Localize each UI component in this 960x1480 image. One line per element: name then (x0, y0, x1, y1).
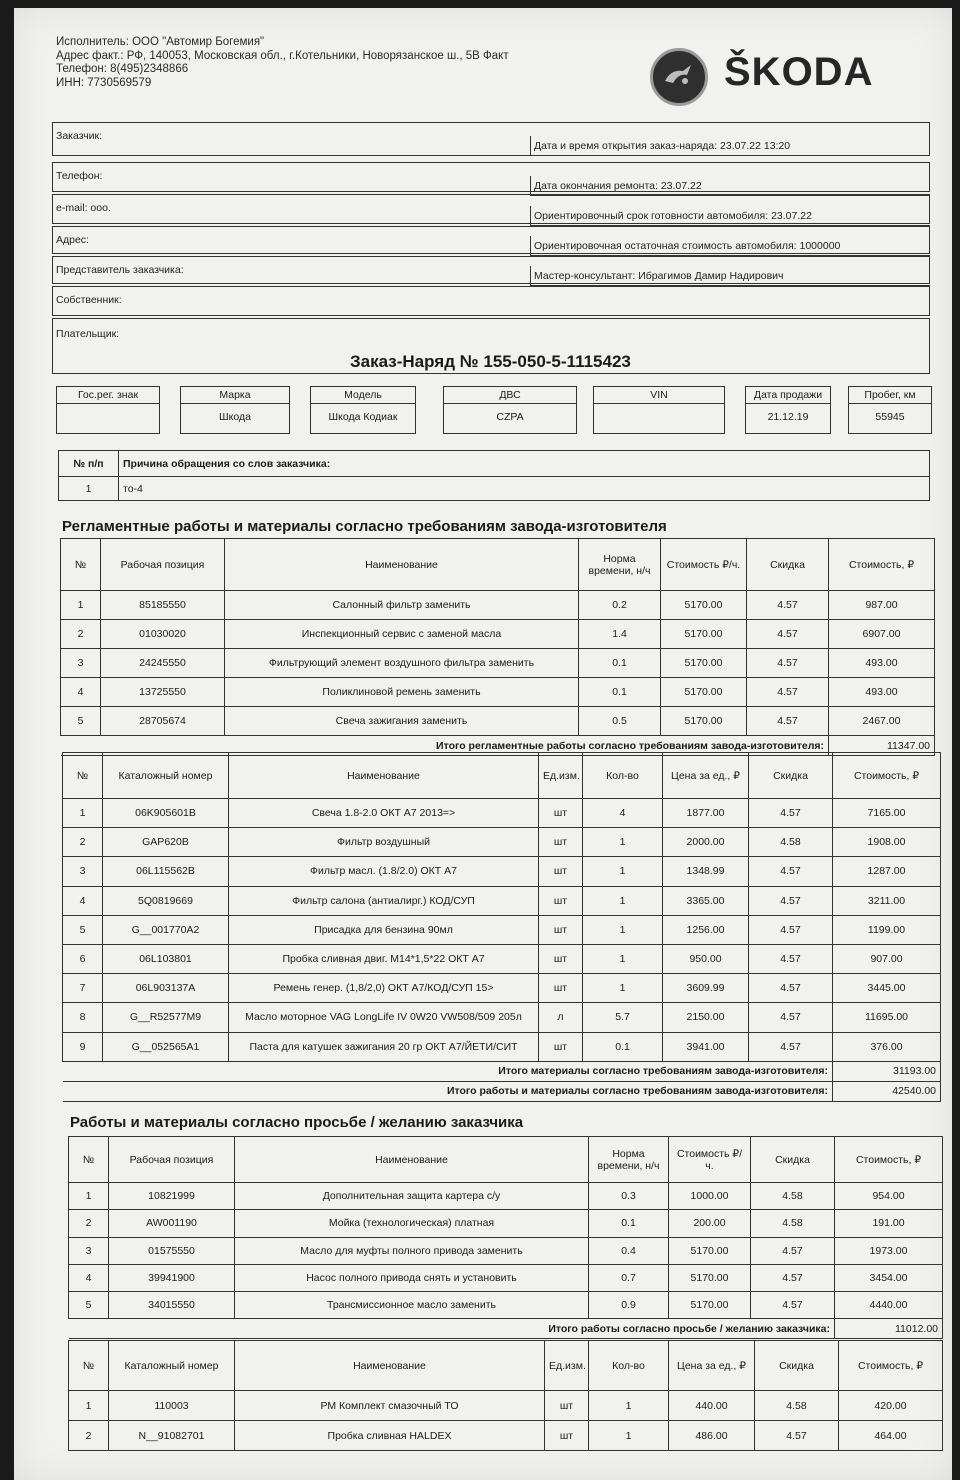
table-cell: 4.58 (751, 1183, 835, 1210)
table-cell: л (539, 1003, 583, 1032)
table-cell: 4.57 (751, 1237, 835, 1264)
section2-works-column-header: № (69, 1137, 109, 1183)
section2-works-column-header: Стоимость, ₽ (835, 1137, 943, 1183)
table-cell: 2150.00 (663, 1003, 749, 1032)
table-cell: 3941.00 (663, 1032, 749, 1061)
table-cell: Поликлиновой ремень заменить (225, 678, 579, 707)
info-label: Плательщик: (56, 328, 120, 340)
brand-name: ŠKODA (724, 50, 874, 94)
vehicle-field-value: Шкода (219, 411, 251, 423)
table-row (61, 591, 935, 620)
address-line: Адрес факт.: РФ, 140053, Московская обл., г.Котельники, Новорязанское ш., 5В Факт (56, 49, 509, 62)
vehicle-field (180, 386, 290, 434)
table-cell: Пробка сливная двиг. М14*1,5*22 ОКТ А7 (229, 944, 539, 973)
section1-works-header-row (61, 539, 935, 591)
table-cell: 420.00 (839, 1391, 943, 1421)
info-right-text: Ориентировочная остаточная стоимость автомобиля: 1000000 (534, 240, 841, 252)
table-cell: 4.57 (749, 1003, 833, 1032)
table-cell: 4.57 (749, 857, 833, 886)
vehicle-field (443, 386, 577, 434)
section2-materials-column-header: Скидка (755, 1341, 839, 1391)
section2-works-table (68, 1136, 943, 1339)
total-value: 11347.00 (829, 736, 935, 756)
reason-header-text: Причина обращения со слов заказчика: (119, 451, 930, 477)
table-cell: 4 (61, 678, 101, 707)
table-cell: 1 (583, 886, 663, 915)
table-cell: 464.00 (839, 1421, 943, 1451)
table-cell: 5170.00 (669, 1292, 751, 1319)
info-right-text: Дата окончания ремонта: 23.07.22 (534, 180, 702, 192)
vehicle-field-label: Гос.рег. знак (57, 387, 159, 404)
table-cell: Фильтр масл. (1.8/2.0) ОКТ А7 (229, 857, 539, 886)
table-cell: 1 (69, 1391, 109, 1421)
table-cell: 34015550 (109, 1292, 235, 1319)
table-cell: 9 (63, 1032, 103, 1061)
table-cell: 24245550 (101, 649, 225, 678)
section1-materials-header-row (63, 753, 941, 799)
executor-line: Исполнитель: ООО "Автомир Богемия" (56, 36, 265, 48)
info-row (52, 286, 930, 316)
section1-materials-table (62, 752, 941, 1102)
vehicle-field-label: Пробег, км (849, 387, 931, 404)
section2-materials-column-header: Ед.изм. (545, 1341, 589, 1391)
section1-works-column-header: Наименование (225, 539, 579, 591)
section2-works-column-header: Скидка (751, 1137, 835, 1183)
table-cell: 4.57 (749, 974, 833, 1003)
table-cell: 0.1 (583, 1032, 663, 1061)
table-row (61, 649, 935, 678)
table-cell: Свеча зажигания заменить (225, 707, 579, 736)
table-cell: 4.57 (751, 1264, 835, 1291)
table-cell: 4.57 (749, 915, 833, 944)
reason-text: то-4 (119, 477, 930, 501)
table-cell: 5170.00 (661, 649, 747, 678)
table-cell: Фильтрующий элемент воздушного фильтра заменить (225, 649, 579, 678)
table-row (69, 1264, 943, 1291)
table-cell: Фильтр воздушный (229, 828, 539, 857)
table-cell: 13725550 (101, 678, 225, 707)
section2-materials-header-row (69, 1341, 943, 1391)
section2-materials-column-header: № (69, 1341, 109, 1391)
section2-works-column-header: Норма времени, н/ч (589, 1137, 669, 1183)
reason-table (58, 450, 930, 501)
table-cell: 1256.00 (663, 915, 749, 944)
table-cell: 5 (63, 915, 103, 944)
section2-materials-table (68, 1340, 943, 1451)
skoda-logo-icon (650, 48, 708, 106)
table-cell: шт (539, 915, 583, 944)
table-row (69, 1292, 943, 1319)
table-cell: 493.00 (829, 649, 935, 678)
table-cell: GAP620B (103, 828, 229, 857)
table-cell: 8 (63, 1003, 103, 1032)
table-cell: 3 (63, 857, 103, 886)
table-cell: 2000.00 (663, 828, 749, 857)
vehicle-field-value: CZPA (496, 411, 524, 423)
table-cell: N__91082701 (109, 1421, 235, 1451)
table-row (61, 707, 935, 736)
table-cell: 7 (63, 974, 103, 1003)
table-cell: 4.57 (749, 799, 833, 828)
section1-materials-column-header: № (63, 753, 103, 799)
table-cell: 4.57 (747, 678, 829, 707)
table-cell: 2467.00 (829, 707, 935, 736)
table-cell: 3211.00 (833, 886, 941, 915)
table-cell: 6 (63, 944, 103, 973)
table-cell: 5170.00 (669, 1264, 751, 1291)
section2-works-column-header: Стоимость ₽/ч. (669, 1137, 751, 1183)
table-cell: 2 (63, 828, 103, 857)
table-cell: Насос полного привода снять и установить (235, 1264, 589, 1291)
table-cell: 0.1 (579, 649, 661, 678)
section1-works-column-header: Стоимость, ₽ (829, 539, 935, 591)
table-row (63, 799, 941, 828)
order-title: Заказ-Наряд № 155-050-5-1115423 (350, 352, 631, 371)
table-cell: AW001190 (109, 1210, 235, 1237)
vehicle-field (745, 386, 831, 434)
table-cell: Салонный фильтр заменить (225, 591, 579, 620)
section1-materials-column-header: Наименование (229, 753, 539, 799)
table-cell: 5 (61, 707, 101, 736)
table-cell: 1 (583, 915, 663, 944)
table-cell: 0.5 (579, 707, 661, 736)
table-cell: 950.00 (663, 944, 749, 973)
table-cell: 01575550 (109, 1237, 235, 1264)
reason-header-num: № п/п (59, 451, 119, 477)
table-cell: 1000.00 (669, 1183, 751, 1210)
table-row (69, 1210, 943, 1237)
table-cell: 1 (69, 1183, 109, 1210)
table-cell: шт (539, 886, 583, 915)
table-cell: 4.57 (749, 1032, 833, 1061)
table-cell: 5170.00 (661, 707, 747, 736)
table-cell: 7165.00 (833, 799, 941, 828)
vehicle-field (56, 386, 160, 434)
section1-works-table (60, 538, 935, 756)
table-cell: 1199.00 (833, 915, 941, 944)
table-cell: 110003 (109, 1391, 235, 1421)
section2-works-header-row (69, 1137, 943, 1183)
table-cell: РМ Комплект смазочный ТО (235, 1391, 545, 1421)
table-cell: шт (545, 1391, 589, 1421)
table-cell: 4.57 (747, 591, 829, 620)
table-cell: 4.58 (749, 828, 833, 857)
total-value: 42540.00 (833, 1081, 941, 1101)
total-label: Итого материалы согласно требованиям завода-изготовителя: (63, 1061, 833, 1081)
section1-works-column-header: № (61, 539, 101, 591)
table-cell: 06L103801 (103, 944, 229, 973)
inn-line: ИНН: 7730569579 (56, 76, 152, 89)
table-row (69, 1391, 943, 1421)
table-cell: 0.1 (579, 678, 661, 707)
info-label: Телефон: (56, 170, 103, 182)
table-cell: 6907.00 (829, 620, 935, 649)
section1-materials-column-header: Цена за ед., ₽ (663, 753, 749, 799)
table-row (61, 620, 935, 649)
table-cell: 5170.00 (669, 1237, 751, 1264)
table-row (63, 974, 941, 1003)
table-cell: 5 (69, 1292, 109, 1319)
table-cell: 5170.00 (661, 591, 747, 620)
table-cell: 4 (69, 1264, 109, 1291)
table-cell: 5170.00 (661, 678, 747, 707)
table-cell: 0.2 (579, 591, 661, 620)
table-cell: Свеча 1.8-2.0 ОКТ А7 2013=> (229, 799, 539, 828)
table-cell: 440.00 (669, 1391, 755, 1421)
info-label: e-mail: ооо. (56, 202, 111, 214)
table-cell: 4 (583, 799, 663, 828)
section1-materials-column-header: Скидка (749, 753, 833, 799)
table-cell: 191.00 (835, 1210, 943, 1237)
reason-num: 1 (59, 477, 119, 501)
vehicle-field-label: Модель (311, 387, 415, 404)
info-label: Собственник: (56, 294, 122, 306)
table-cell: шт (539, 1032, 583, 1061)
total-label: Итого работы и материалы согласно требованиям завода-изготовителя: (63, 1081, 833, 1101)
table-cell: 200.00 (669, 1210, 751, 1237)
table-cell: Трансмиссионное масло заменить (235, 1292, 589, 1319)
table-cell: шт (545, 1421, 589, 1451)
table-cell: 1.4 (579, 620, 661, 649)
section2-materials-column-header: Цена за ед., ₽ (669, 1341, 755, 1391)
table-cell: Мойка (технологическая) платная (235, 1210, 589, 1237)
table-cell: Фильтр салона (антиалирг.) КОД/СУП (229, 886, 539, 915)
table-cell: шт (539, 857, 583, 886)
vehicle-field-label: VIN (594, 387, 724, 404)
section1-materials-column-header: Каталожный номер (103, 753, 229, 799)
brand-logo (648, 42, 938, 112)
vehicle-field-label: Дата продажи (746, 387, 830, 404)
table-cell: 85185550 (101, 591, 225, 620)
info-label: Заказчик: (56, 130, 103, 142)
table-cell: 2 (69, 1421, 109, 1451)
table-cell: 1877.00 (663, 799, 749, 828)
section2-title: Работы и материалы согласно просьбе / желанию заказчика (70, 1114, 524, 1131)
table-cell: Паста для катушек зажигания 20 гр ОКТ А7/ЙЕТИ/СИТ (229, 1032, 539, 1061)
total-value: 31193.00 (833, 1061, 941, 1081)
table-cell: 39941900 (109, 1264, 235, 1291)
table-row (61, 678, 935, 707)
total-label: Итого регламентные работы согласно требованиям завода-изготовителя: (61, 736, 829, 756)
total-row (63, 1081, 941, 1101)
table-cell: 4.57 (755, 1421, 839, 1451)
table-cell: Ремень генер. (1,8/2,0) ОКТ А7/КОД/СУП 15> (229, 974, 539, 1003)
table-cell: G__001770A2 (103, 915, 229, 944)
section1-materials-column-header: Ед.изм. (539, 753, 583, 799)
table-cell: Пробка сливная HALDEX (235, 1421, 545, 1451)
table-cell: 2 (61, 620, 101, 649)
table-cell: 1 (583, 857, 663, 886)
table-cell: Масло для муфты полного привода заменить (235, 1237, 589, 1264)
vehicle-field (593, 386, 725, 434)
table-cell: 10821999 (109, 1183, 235, 1210)
table-cell: 486.00 (669, 1421, 755, 1451)
table-cell: шт (539, 944, 583, 973)
table-cell: 4.57 (749, 944, 833, 973)
table-cell: 3365.00 (663, 886, 749, 915)
table-cell: 1348.99 (663, 857, 749, 886)
table-cell: 4 (63, 886, 103, 915)
table-cell: 376.00 (833, 1032, 941, 1061)
table-cell: 4.58 (755, 1391, 839, 1421)
total-row (63, 1061, 941, 1081)
info-right-text: Ориентировочный срок готовности автомобиля: 23.07.22 (534, 210, 812, 222)
table-cell: 4440.00 (835, 1292, 943, 1319)
table-row (63, 857, 941, 886)
table-cell: 0.4 (589, 1237, 669, 1264)
section2-materials-column-header: Наименование (235, 1341, 545, 1391)
table-cell: 907.00 (833, 944, 941, 973)
section1-materials-column-header: Кол-во (583, 753, 663, 799)
info-label: Адрес: (56, 234, 89, 246)
table-cell: 06L115562B (103, 857, 229, 886)
table-cell: 3 (69, 1237, 109, 1264)
table-cell: 4.57 (747, 707, 829, 736)
info-right-text: Мастер-консультант: Ибрагимов Дамир Надирович (534, 270, 784, 282)
table-cell: 06L903137A (103, 974, 229, 1003)
section1-works-column-header: Рабочая позиция (101, 539, 225, 591)
table-cell: 3 (61, 649, 101, 678)
table-cell: 4.57 (749, 886, 833, 915)
table-cell: 0.9 (589, 1292, 669, 1319)
table-cell: 4.57 (751, 1292, 835, 1319)
table-row (63, 944, 941, 973)
table-cell: 1 (583, 944, 663, 973)
executor-info (56, 36, 509, 90)
vehicle-field-value: 21.12.19 (767, 411, 809, 423)
vehicle-field-label: ДВС (444, 387, 576, 404)
table-cell: Дополнительная защита картера с/у (235, 1183, 589, 1210)
vehicle-field (848, 386, 932, 434)
info-right-text: Дата и время открытия заказ-наряда: 23.07.22 13:20 (534, 140, 791, 152)
table-cell: Масло моторное VAG LongLife IV 0W20 VW508/509 205л (229, 1003, 539, 1032)
table-cell: 1908.00 (833, 828, 941, 857)
section2-materials-column-header: Кол-во (589, 1341, 669, 1391)
table-cell: шт (539, 974, 583, 1003)
table-cell: шт (539, 799, 583, 828)
table-row (63, 828, 941, 857)
table-cell: 28705674 (101, 707, 225, 736)
table-row (69, 1237, 943, 1264)
section2-works-column-header: Рабочая позиция (109, 1137, 235, 1183)
table-cell: 3445.00 (833, 974, 941, 1003)
table-cell: 0.1 (589, 1210, 669, 1237)
table-cell: 1287.00 (833, 857, 941, 886)
vehicle-field-value: Шкода Кодиак (328, 411, 398, 423)
table-cell: Присадка для бензина 90мл (229, 915, 539, 944)
phone-line: Телефон: 8(495)2348866 (56, 63, 189, 75)
table-row (63, 1032, 941, 1061)
section1-works-column-header: Скидка (747, 539, 829, 591)
table-cell: 4.57 (747, 649, 829, 678)
vehicle-field (310, 386, 416, 434)
table-cell: 1 (63, 799, 103, 828)
table-cell: G__052565A1 (103, 1032, 229, 1061)
section1-materials-column-header: Стоимость, ₽ (833, 753, 941, 799)
table-cell: 4.57 (747, 620, 829, 649)
table-row (63, 1003, 941, 1032)
section1-works-column-header: Норма времени, н/ч (579, 539, 661, 591)
section2-materials-column-header: Стоимость, ₽ (839, 1341, 943, 1391)
table-cell: 5Q0819669 (103, 886, 229, 915)
table-row (69, 1183, 943, 1210)
table-cell: 2 (69, 1210, 109, 1237)
table-cell: 3454.00 (835, 1264, 943, 1291)
table-cell: 5170.00 (661, 620, 747, 649)
section1-title: Регламентные работы и материалы согласно требованиям завода-изготовителя (62, 518, 667, 535)
table-cell: 1973.00 (835, 1237, 943, 1264)
table-cell: Инспекционный сервис с заменой масла (225, 620, 579, 649)
table-cell: шт (539, 828, 583, 857)
table-cell: 987.00 (829, 591, 935, 620)
table-cell: 1 (583, 828, 663, 857)
total-value: 11012.00 (835, 1319, 943, 1339)
table-cell: 06K905601B (103, 799, 229, 828)
table-cell: 1 (589, 1421, 669, 1451)
info-label: Представитель заказчика: (56, 264, 184, 276)
table-cell: 01030020 (101, 620, 225, 649)
table-cell: 493.00 (829, 678, 935, 707)
table-cell: 3609.99 (663, 974, 749, 1003)
table-cell: 1 (61, 591, 101, 620)
table-cell: 1 (589, 1391, 669, 1421)
vehicle-field-value: 55945 (875, 411, 905, 423)
table-row (63, 886, 941, 915)
table-cell: 4.58 (751, 1210, 835, 1237)
section1-works-column-header: Стоимость ₽/ч. (661, 539, 747, 591)
table-cell: 954.00 (835, 1183, 943, 1210)
total-row (69, 1319, 943, 1339)
table-row (63, 915, 941, 944)
table-cell: 1 (583, 974, 663, 1003)
vehicle-field-label: Марка (181, 387, 289, 404)
total-label: Итого работы согласно просьбе / желанию заказчика: (69, 1319, 835, 1339)
section2-materials-column-header: Каталожный номер (109, 1341, 235, 1391)
table-cell: G__R52577M9 (103, 1003, 229, 1032)
section2-works-column-header: Наименование (235, 1137, 589, 1183)
table-cell: 11695.00 (833, 1003, 941, 1032)
table-cell: 0.3 (589, 1183, 669, 1210)
table-row (69, 1421, 943, 1451)
table-cell: 5.7 (583, 1003, 663, 1032)
table-cell: 0.7 (589, 1264, 669, 1291)
